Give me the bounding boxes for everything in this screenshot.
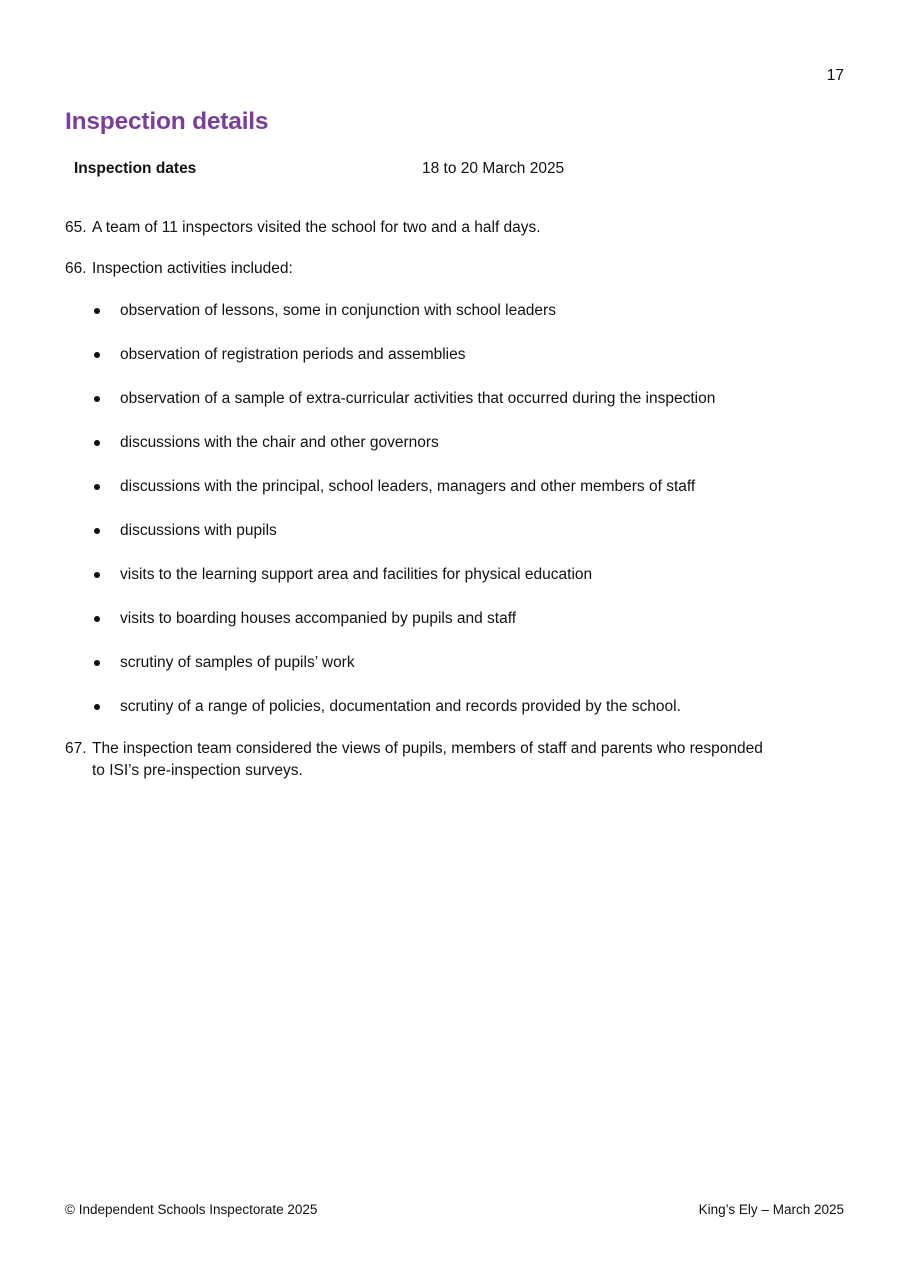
inspection-dates-label: Inspection dates bbox=[74, 160, 197, 177]
list-item-text: discussions with the principal, school leaders, managers and other members of staff bbox=[120, 478, 696, 495]
paragraph-text: Inspection activities included: bbox=[92, 260, 293, 277]
list-item bbox=[92, 652, 842, 696]
page-number: 17 bbox=[826, 67, 844, 84]
page-title: Inspection details bbox=[65, 108, 269, 135]
list-item bbox=[92, 696, 842, 740]
list-item-text: discussions with the chair and other governors bbox=[120, 434, 439, 451]
list-item-text: observation of lessons, some in conjunction with school leaders bbox=[120, 302, 556, 319]
footer-copyright: © Independent Schools Inspectorate 2025 bbox=[65, 1202, 318, 1217]
paragraph-text-continuation: to ISI’s pre-inspection surveys. bbox=[92, 762, 303, 779]
list-item-text: observation of registration periods and assemblies bbox=[120, 346, 466, 363]
list-item-text: visits to the learning support area and facilities for physical education bbox=[120, 566, 593, 583]
list-item bbox=[92, 344, 842, 388]
paragraph-67 bbox=[65, 738, 835, 782]
list-item-text: scrutiny of a range of policies, documentation and records provided by the school. bbox=[120, 698, 681, 715]
footer-report-info: King’s Ely – March 2025 bbox=[698, 1202, 844, 1217]
list-item-text: discussions with pupils bbox=[120, 522, 277, 539]
paragraph-number: 67. bbox=[65, 740, 87, 757]
list-item-text: observation of a sample of extra-curricular activities that occurred during the inspection bbox=[120, 390, 716, 407]
inspection-dates-value: 18 to 20 March 2025 bbox=[422, 160, 565, 177]
paragraph-text: A team of 11 inspectors visited the school for two and a half days. bbox=[92, 219, 541, 236]
inspection-activities-list bbox=[92, 300, 842, 740]
paragraph-text: The inspection team considered the views of pupils, members of staff and parents who responded bbox=[92, 740, 763, 757]
list-item bbox=[92, 432, 842, 476]
list-item bbox=[92, 564, 842, 608]
list-item-text: scrutiny of samples of pupils’ work bbox=[120, 654, 355, 671]
list-item bbox=[92, 520, 842, 564]
paragraph-number: 65. bbox=[65, 219, 87, 236]
list-item-text: visits to boarding houses accompanied by pupils and staff bbox=[120, 610, 517, 627]
paragraph-65 bbox=[65, 217, 835, 239]
list-item bbox=[92, 388, 842, 432]
list-item bbox=[92, 300, 842, 344]
list-item bbox=[92, 476, 842, 520]
list-item bbox=[92, 608, 842, 652]
paragraph-number: 66. bbox=[65, 260, 87, 277]
paragraph-66 bbox=[65, 258, 835, 280]
